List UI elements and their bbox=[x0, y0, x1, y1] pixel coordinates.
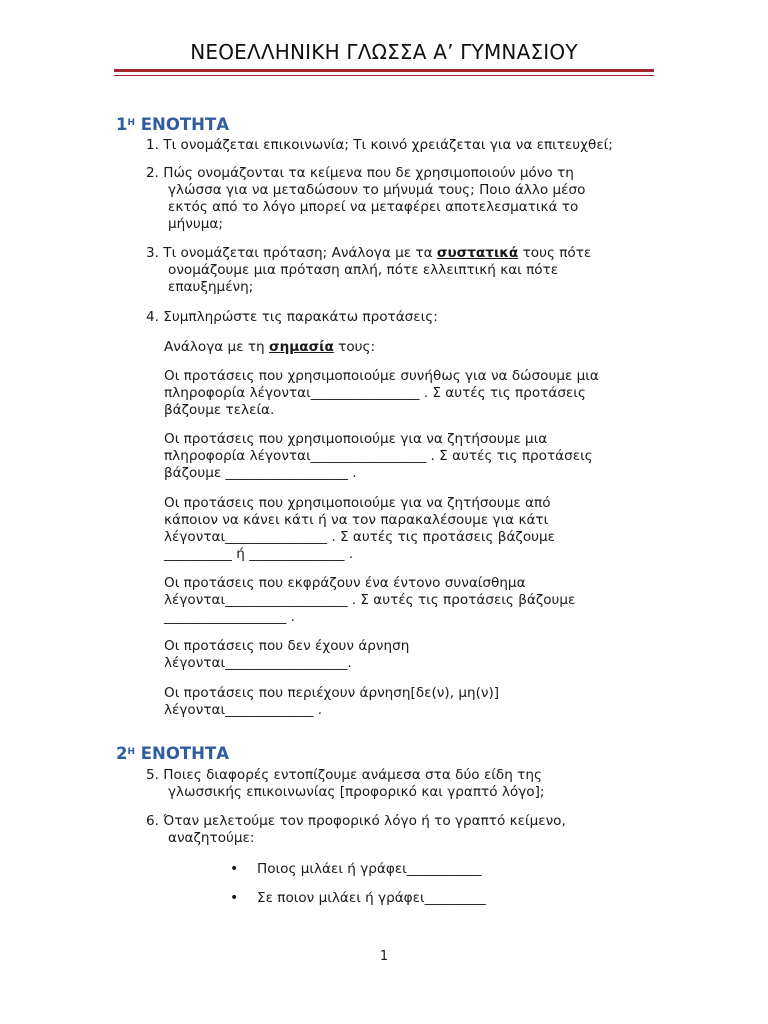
question-3-line-2: ονομάζουμε μια πρόταση απλή, πότε ελλειπτική και πότε bbox=[168, 262, 559, 278]
paragraph-3-line-2: κάποιον να κάνει κάτι ή να τον παρακαλέσουμε για κάτι bbox=[164, 512, 549, 528]
question-5-line-2: γλωσσικής επικοινωνίας [προφορικό και γραπτό λόγο]; bbox=[168, 784, 545, 800]
question-3-text-b: τους πότε bbox=[518, 245, 592, 261]
paragraph-1-line-3: βάζουμε τελεία. bbox=[164, 402, 275, 418]
question-3-line-3: επαυξημένη; bbox=[168, 279, 254, 295]
question-6-line-2: αναζητούμε: bbox=[168, 830, 255, 846]
keyword-systatika: συστατικά bbox=[436, 245, 519, 261]
question-2-line-1: 2. Πώς ονομάζονται τα κείμενα που δε χρησιμοποιούν μόνο τη bbox=[146, 165, 574, 181]
section-1-number: 1 bbox=[116, 115, 128, 134]
paragraph-6-line-1: Οι προτάσεις που περιέχουν άρνηση[δε(ν), μη(ν)] bbox=[164, 685, 500, 701]
question-2 bbox=[146, 165, 666, 233]
paragraph-4-line-1: Οι προτάσεις που εκφράζουν ένα έντονο συναίσθημα bbox=[164, 575, 526, 591]
paragraph-1-line-1: Οι προτάσεις που χρησιμοποιούμε συνήθως για να δώσουμε μια bbox=[164, 368, 599, 384]
paragraph-1-line-2: πληροφορία λέγονται________________ . Σ αυτές τις προτάσεις bbox=[164, 385, 586, 401]
bullet-item-2-text: Σε ποιον μιλάει ή γράφει_________ bbox=[257, 890, 486, 906]
section-2-superscript: Η bbox=[127, 747, 136, 757]
section-2-number: 2 bbox=[116, 744, 128, 763]
bullet-item-1-text: Ποιος μιλάει ή γράφει___________ bbox=[257, 861, 482, 877]
question-2-line-2: γλώσσα για να μεταδώσουν το μήνυμά τους; Ποιο άλλο μέσο bbox=[168, 182, 586, 198]
fill-paragraph-4 bbox=[164, 575, 664, 626]
keyword-simasia: σημασία bbox=[268, 339, 334, 355]
paragraph-3-line-4: __________ ή ______________ . bbox=[164, 546, 354, 562]
question-5 bbox=[146, 767, 666, 801]
question-3-text-a: 3. Τι ονομάζεται πρόταση; Ανάλογα με τα bbox=[146, 245, 437, 261]
paragraph-3-line-3: λέγονται_______________ . Σ αυτές τις προτάσεις βάζουμε bbox=[164, 529, 556, 545]
paragraph-2-line-3: βάζουμε __________________ . bbox=[164, 465, 357, 481]
bullet-dot-icon: • bbox=[230, 861, 239, 877]
page-number: 1 bbox=[379, 949, 389, 964]
question-5-line-1: 5. Ποιες διαφορές εντοπίζουμε ανάμεσα στα δύο είδη της bbox=[146, 767, 542, 783]
page-title: ΝΕΟΕΛΛΗΝΙΚΗ ΓΛΩΣΣΑ Α’ ΓΥΜΝΑΣΙΟΥ bbox=[190, 40, 578, 64]
intro-line bbox=[164, 339, 664, 356]
bullet-item-2 bbox=[230, 890, 630, 908]
question-4: 4. Συμπληρώστε τις παρακάτω προτάσεις: bbox=[146, 309, 438, 325]
paragraph-6-line-2: λέγονται_____________ . bbox=[164, 702, 323, 718]
question-2-line-3: εκτός από το λόγο μπορεί να μεταφέρει αποτελεσματικά το bbox=[168, 199, 579, 215]
intro-text-a: Ανάλογα με τη bbox=[164, 339, 269, 355]
question-6-line-1: 6. Όταν μελετούμε τον προφορικό λόγο ή το γραπτό κείμενο, bbox=[146, 813, 566, 829]
paragraph-5-line-2: λέγονται__________________. bbox=[164, 655, 352, 671]
fill-paragraph-5 bbox=[164, 638, 664, 672]
paragraph-2-line-2: πληροφορία λέγονται_________________ . Σ αυτές τις προτάσεις bbox=[164, 448, 593, 464]
fill-paragraph-3 bbox=[164, 495, 664, 563]
question-6 bbox=[146, 813, 666, 847]
paragraph-4-line-3: __________________ . bbox=[164, 609, 295, 625]
fill-paragraph-1 bbox=[164, 368, 664, 419]
question-2-line-4: μήνυμα; bbox=[168, 216, 223, 232]
paragraph-3-line-1: Οι προτάσεις που χρησιμοποιούμε για να ζητήσουμε από bbox=[164, 495, 551, 511]
bullet-dot-icon: • bbox=[230, 890, 239, 906]
section-1-superscript: Η bbox=[127, 118, 136, 128]
fill-paragraph-6 bbox=[164, 685, 664, 719]
paragraph-4-line-2: λέγονται__________________ . Σ αυτές τις προτάσεις βάζουμε bbox=[164, 592, 576, 608]
paragraph-2-line-1: Οι προτάσεις που χρησιμοποιούμε για να ζητήσουμε μια bbox=[164, 431, 548, 447]
intro-text-b: τους: bbox=[333, 339, 376, 355]
paragraph-5-line-1: Οι προτάσεις που δεν έχουν άρνηση bbox=[164, 638, 410, 654]
section-2-title: ΕΝΟΤΗΤΑ bbox=[140, 744, 229, 763]
bullet-item-1 bbox=[230, 861, 630, 879]
fill-paragraph-2 bbox=[164, 431, 664, 482]
question-3 bbox=[146, 245, 666, 296]
question-3-line-1 bbox=[146, 245, 666, 262]
section-1-title: ΕΝΟΤΗΤΑ bbox=[140, 115, 229, 134]
question-1: 1. Τι ονομάζεται επικοινωνία; Τι κοινό χρειάζεται για να επιτευχθεί; bbox=[146, 137, 613, 153]
section-heading-1 bbox=[116, 116, 229, 133]
section-heading-2 bbox=[116, 745, 229, 762]
